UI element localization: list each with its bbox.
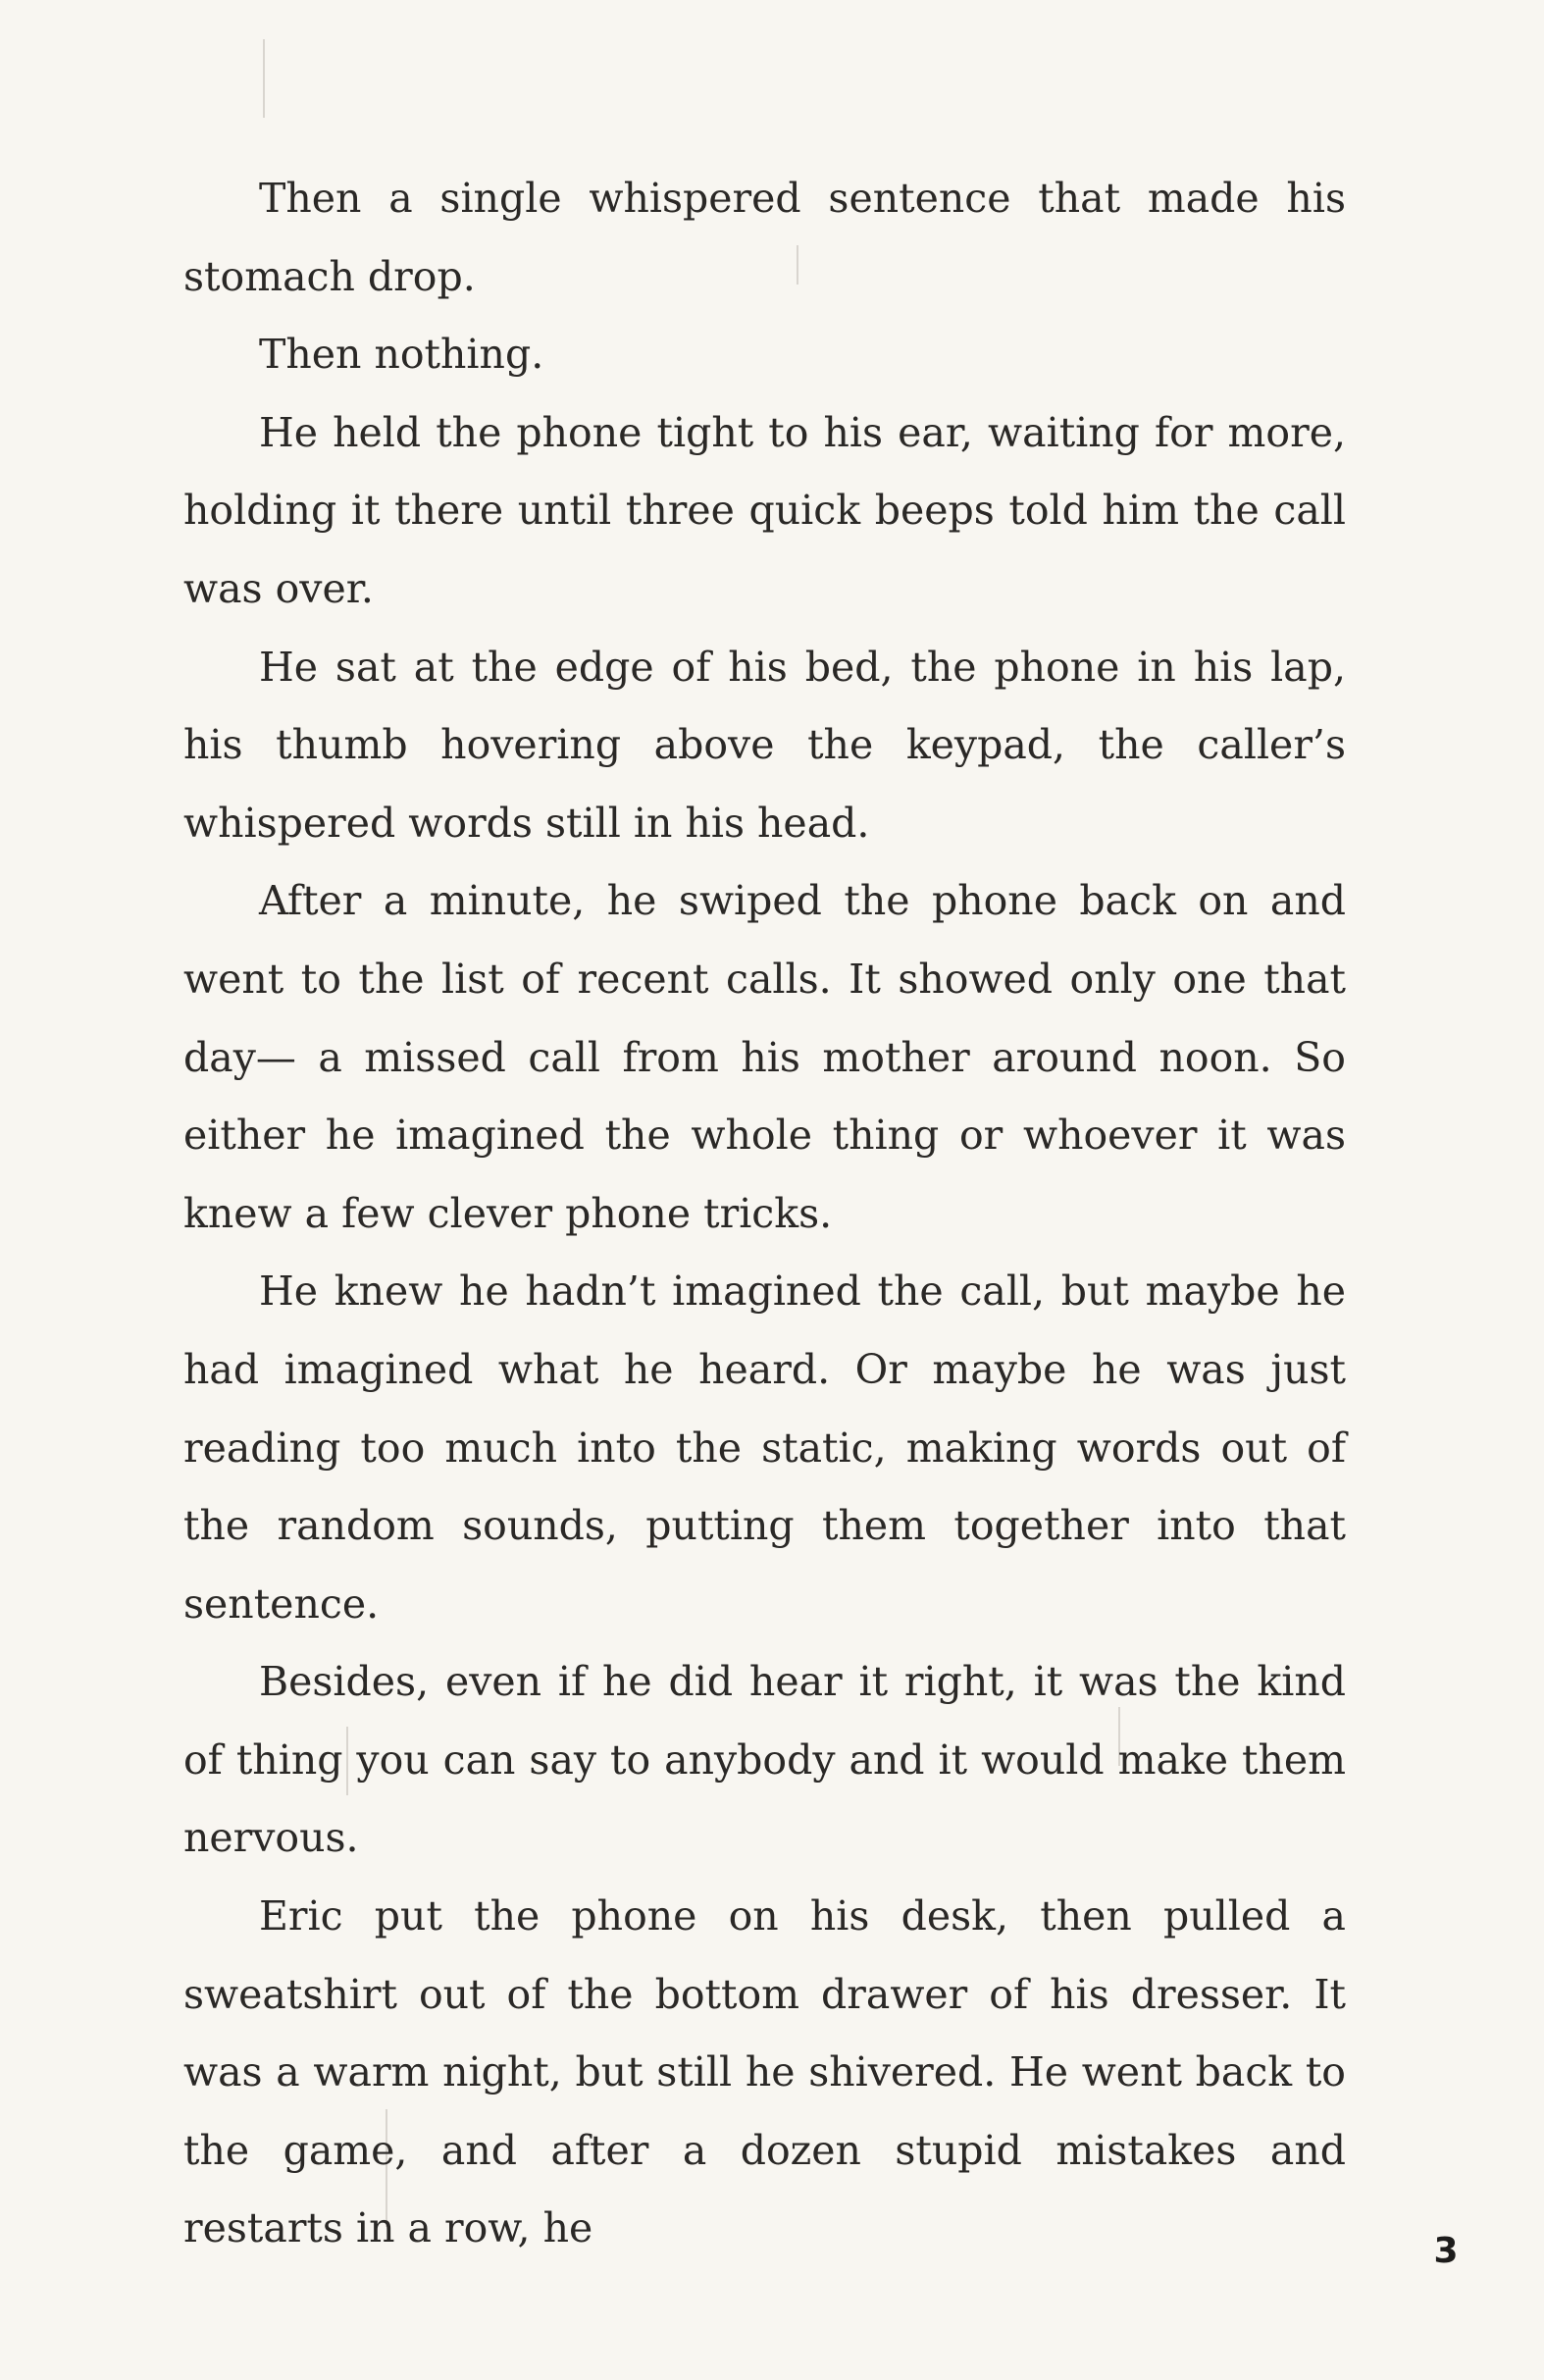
paragraph: Then a single whispered sentence that made his stomach drop. (183, 175, 1346, 300)
paragraph: He sat at the edge of his bed, the phone in his lap, his thumb hovering above the keypad, the caller’s whispered words still in his head. (183, 643, 1346, 847)
scan-artifact-line (263, 39, 265, 118)
paragraph: Eric put the phone on his desk, then pulled a sweatshirt out of the bottom drawer of his dresser. It was a warm night, but still he shivered. He went back to the game, and after a dozen stupid mistakes and restarts in a row, he (183, 1892, 1346, 2252)
paragraph: He held the phone tight to his ear, waiting for more, holding it there until three quick beeps told him the call was over. (183, 408, 1346, 612)
body-text (183, 160, 1346, 2268)
paragraph: Besides, even if he did hear it right, it was the kind of thing you can say to anybody and it would make them nervous. (183, 1658, 1346, 1862)
page-number: 3 (1433, 2231, 1459, 2271)
paragraph: Then nothing. (259, 331, 544, 379)
paragraph: He knew he hadn’t imagined the call, but maybe he had imagined what he heard. Or maybe he was just reading too much into the static, making words out of the random sounds, putting them together into that sentence. (183, 1268, 1346, 1628)
paragraph: After a minute, he swiped the phone back on and went to the list of recent calls. It showed only one that day— a missed call from his mother around noon. So either he imagined the whole thing or whoever it was knew a few clever phone tricks. (183, 877, 1346, 1237)
